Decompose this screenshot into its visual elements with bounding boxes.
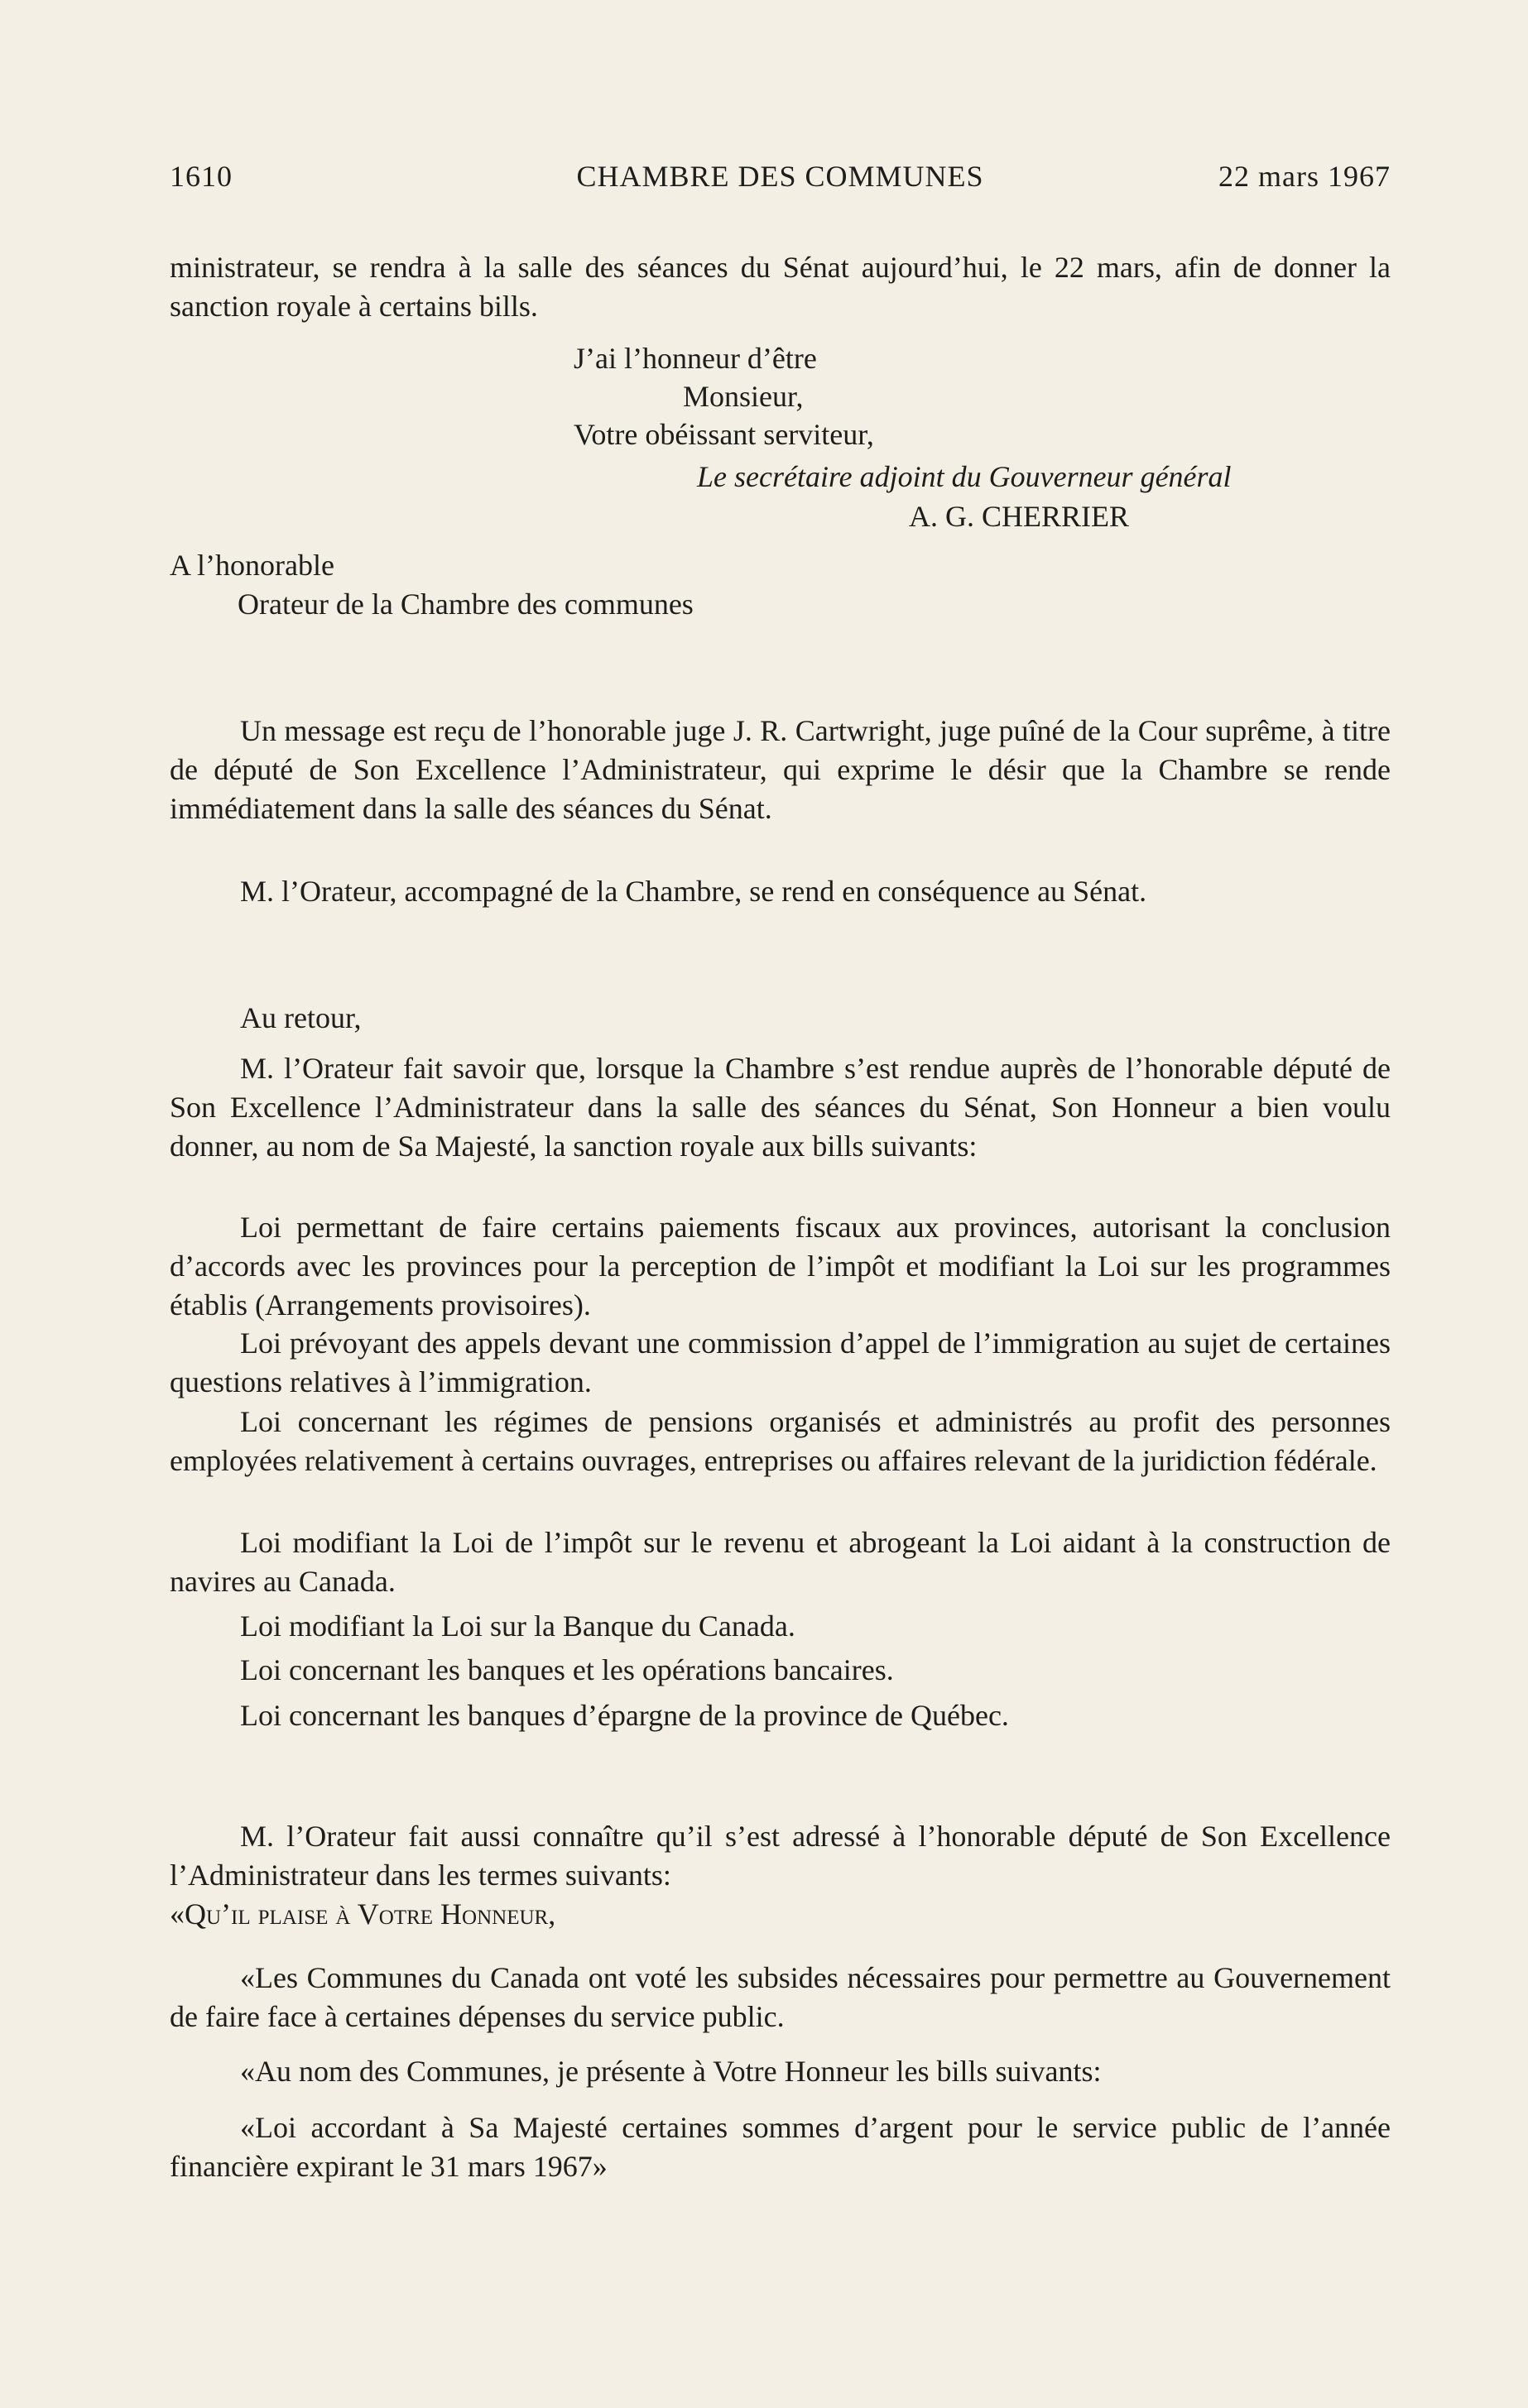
address-line: Orateur de la Chambre des communes <box>238 588 694 621</box>
bill-item: Loi concernant les régimes de pensions organisés et administrés au profit des personnes employées relativement à certains ouvrages, entreprises ou affaires relevant de la juridiction fédérale. <box>170 1405 1391 1477</box>
paragraph-sanction: M. l’Orateur fait savoir que, lorsque la Chambre s’est rendue auprès de l’honorable député de Son Excellence l’Administrateur dans la salle des séances du Sénat, Son Honneur a bien voulu donner, au nom de Sa Majesté, la sanction royale aux bills suivants: <box>170 1052 1391 1163</box>
closing-line: J’ai l’honneur d’être <box>574 342 817 375</box>
bill-item: Loi modifiant la Loi de l’impôt sur le revenu et abrogeant la Loi aidant à la construction de navires au Canada. <box>170 1526 1391 1598</box>
bill-item: Loi concernant les banques d’épargne de la province de Québec. <box>240 1699 1009 1732</box>
paragraph-presente: «Au nom des Communes, je présente à Votre Honneur les bills suivants: <box>240 2055 1102 2088</box>
closing-line: Votre obéissant serviteur, <box>574 418 874 451</box>
bill-item: Loi concernant les banques et les opérations bancaires. <box>240 1653 894 1686</box>
page-number: 1610 <box>170 160 233 193</box>
paragraph-subsides: «Les Communes du Canada ont voté les subsides nécessaires pour permettre au Gouvernement de faire face à certaines dépenses du service public. <box>170 1961 1391 2033</box>
address-line: A l’honorable <box>170 549 334 582</box>
signatory-title: Le secrétaire adjoint du Gouverneur général <box>697 460 1232 493</box>
bill-item: Loi modifiant la Loi sur la Banque du Canada. <box>240 1609 795 1643</box>
letter-closing <box>574 339 874 453</box>
salutation: «Qu’il plaise à Votre Honneur, <box>170 1897 556 1931</box>
paragraph-message: Un message est reçu de l’honorable juge J. R. Cartwright, juge puîné de la Cour suprême, à titre de député de Son Excellence l’Administrateur, qui exprime le désir que la Chambre se rende immédiatement dans la salle des séances du Sénat. <box>170 714 1391 825</box>
bill-item: Loi permettant de faire certains paiements fiscaux aux provinces, autorisant la conclusion d’accords avec les provinces pour la perception de l’impôt et modifiant la Loi sur les programmes établis (Arrangements provisoires). <box>170 1211 1391 1322</box>
closing-line: Monsieur, <box>683 380 804 413</box>
page-date: 22 mars 1967 <box>1218 160 1391 193</box>
page-running-title: CHAMBRE DES COMMUNES <box>576 160 984 193</box>
paragraph-address-intro: M. l’Orateur fait aussi connaître qu’il s’est adressé à l’honorable député de Son Excellence l’Administrateur dans les termes suivants: <box>170 1820 1391 1892</box>
letter-opening: ministrateur, se rendra à la salle des séances du Sénat aujourd’hui, le 22 mars, afin de donner la sanction royale à certains bills. <box>170 251 1391 323</box>
paragraph-orateur-rend: M. l’Orateur, accompagné de la Chambre, se rend en conséquence au Sénat. <box>240 875 1147 908</box>
bill-item: Loi prévoyant des appels devant une commission d’appel de l’immigration au sujet de certaines questions relatives à l’immigration. <box>170 1326 1391 1398</box>
paragraph-loi-accordant: «Loi accordant à Sa Majesté certaines sommes d’argent pour le service public de l’année financière expirant le 31 mars 1967» <box>170 2111 1391 2183</box>
paragraph-au-retour: Au retour, <box>240 1001 362 1034</box>
page-header <box>170 159 1391 200</box>
signatory-name: A. G. CHERRIER <box>909 500 1130 533</box>
